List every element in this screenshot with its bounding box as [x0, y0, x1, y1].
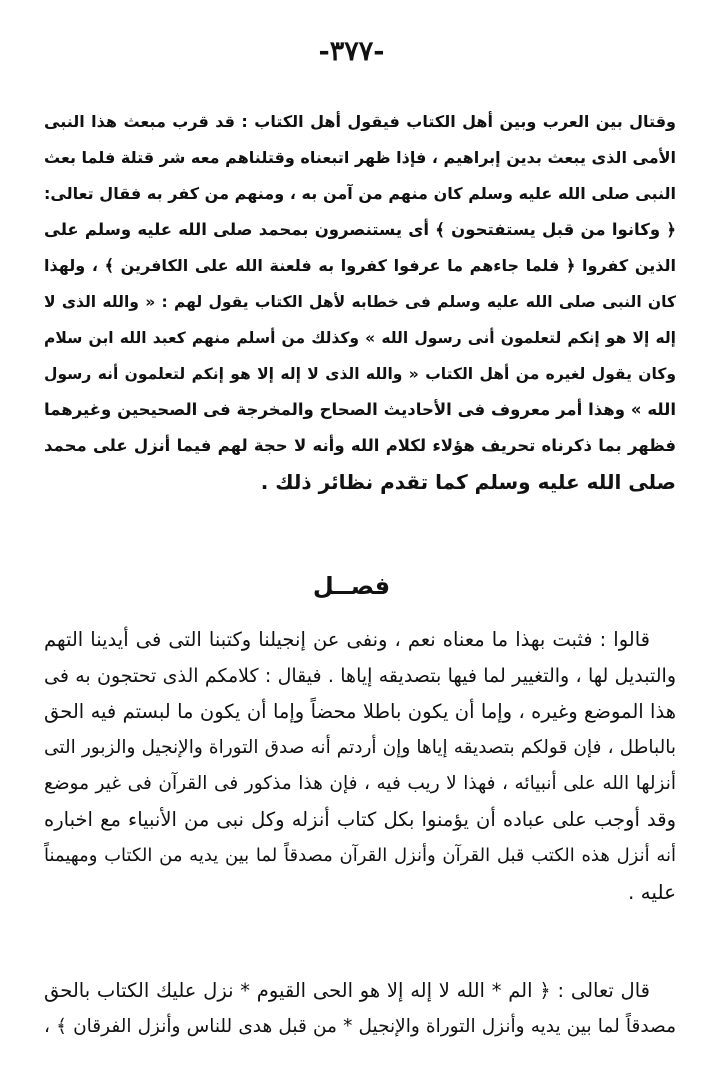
text-line: أنه أنزل هذه الكتب قبل القرآن وأنزل القرآن مصدقاً لما بين يديه من الكتاب ومهيمناً — [44, 845, 676, 866]
text-line: الله » وهذا أمر معروف فى الأحاديث الصحاح والمخرجة فى الصحيحين وغيرهما — [44, 400, 676, 419]
text-line: بالباطل ، فإن قولكم بتصديقه إياها وإن أردتم أنه صدق التوراة والإنجيل والزبور التى — [44, 737, 676, 758]
paragraph-1 — [44, 104, 676, 500]
text-line: إله إلا هو إنكم لتعلمون أنى رسول الله » وكذلك من أسلم منهم كعبد الله ابن سلام — [44, 329, 676, 347]
text-line: والتبديل لها ، والتغيير لما فيها بتصديقه إياها . فيقال : كلامكم الذى تحتجون به فى — [44, 665, 676, 687]
text-line: الذين كفروا ﴿ فلما جاءهم ما عرفوا كفروا به فلعنة الله على الكافرين ﴾ ، ولهذا — [44, 256, 676, 275]
text-line: الأمى الذى يبعث بدين إبراهيم ، فإذا ظهر اتبعناه وقتلناهم معه شر قتلة فلما بعث — [44, 148, 676, 167]
text-line: وكان يقول لغيره من أهل الكتاب « والله الذى لا إله إلا هو إنكم لتعلمون أنه رسول — [44, 365, 676, 383]
section-heading: فصــل — [312, 572, 391, 600]
text-line: وقتال بين العرب وبين أهل الكتاب فيقول أهل الكتاب : قد قرب مبعث هذا النبى — [44, 112, 676, 131]
text-line: ﴿ وكانوا من قبل يستفتحون ﴾ أى يستنصرون بمحمد صلى الله عليه وسلم على — [44, 220, 676, 239]
text-line: النبى صلى الله عليه وسلم كان منهم من آمن به ، ومنهم من كفر به فقال تعالى: — [44, 184, 676, 203]
text-line: قالوا : فثبت بهذا ما معناه نعم ، ونفى عن إنجيلنا وكتبنا التى فى أيدينا التهم — [44, 628, 650, 651]
text-line: أنزلها الله على أنبيائه ، فهذا لا ريب فيه ، فإن هذا مذكور فى القرآن فى غير موضع — [44, 773, 676, 794]
paragraph-2 — [44, 622, 676, 910]
text-line: عليه . — [627, 880, 676, 904]
text-line: صلى الله عليه وسلم كما تقدم نظائر ذلك . — [260, 470, 676, 494]
text-line: فظهر بما ذكرناه تحريف هؤلاء لكلام الله وأنه لا حجة لهم فيما أنزل على محمد — [44, 436, 676, 455]
text-line: مصدقاً لما بين يديه وأنزل التوراة والإنجيل * من قبل هدى للناس وأنزل الفرقان ﴾ ، — [44, 1016, 676, 1037]
text-line: هذا الموضع وغيره ، وإما أن يكون باطلا محضاً وإما أن يكون ما لبستم فيه الحق — [44, 700, 676, 723]
text-line: كان النبى صلى الله عليه وسلم فى خطابه لأهل الكتاب يقول لهم : « والله الذى لا — [44, 293, 676, 311]
paragraph-3 — [44, 973, 676, 1045]
text-line: وقد أوجب على عباده أن يؤمنوا بكل كتاب أنزله وكل نبى من الأنبياء مع اخباره — [44, 808, 676, 831]
text-line: قال تعالى : ﴿ الم * الله لا إله إلا هو الحى القيوم * نزل عليك الكتاب بالحق — [44, 979, 650, 1002]
page-number: -٣٧٧- — [318, 36, 385, 67]
